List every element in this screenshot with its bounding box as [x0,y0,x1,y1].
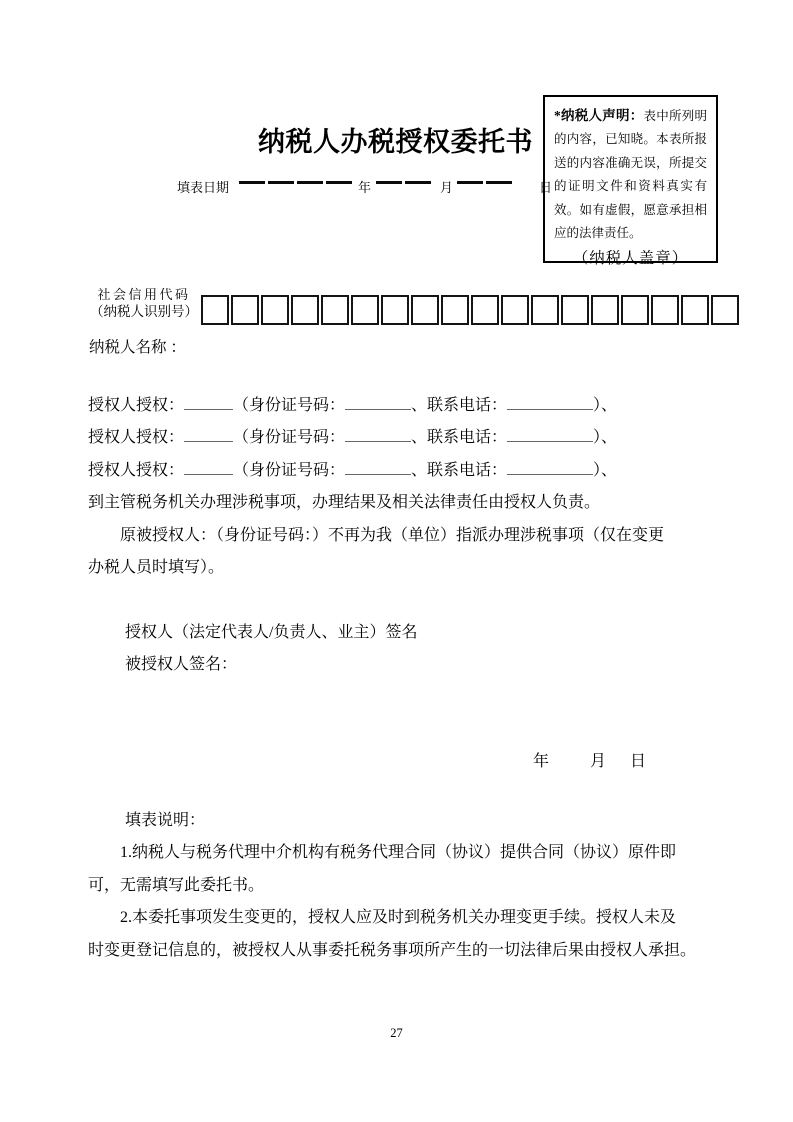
authorization-prefix: 授权人授权： [88,429,185,447]
taxpayer-declaration-box [543,95,718,268]
phone-blank[interactable] [507,460,593,475]
signature-day-label: 日 [630,753,647,770]
id-number-blank[interactable] [345,460,411,475]
blank-dash-icon [326,181,352,184]
code-box[interactable] [591,295,619,325]
code-box[interactable] [231,295,259,325]
blank-dash-icon [239,181,265,184]
phone-blank[interactable] [507,395,593,410]
instruction-item2-line2: 时变更登记信息的，被授权人从事委托税务事项所产生的一切法律后果由授权人承担。 [88,941,697,959]
instructions-block [88,805,752,967]
authorized-person-name-blank[interactable] [184,395,233,410]
authorization-suffix: ）、 [593,397,618,414]
code-box[interactable] [291,295,319,325]
signature-year-label: 年 [533,753,550,770]
code-box[interactable] [321,295,349,325]
code-box[interactable] [471,295,499,325]
authorized-person-name-blank[interactable] [184,427,233,442]
revoke-text-line2: 办税人员时填写）。 [88,559,225,577]
phone-blank[interactable] [507,427,593,442]
authorization-prefix: 授权人授权： [88,461,185,479]
code-box[interactable] [621,295,649,325]
code-box[interactable] [561,295,589,325]
page-number: 27 [390,1026,403,1040]
id-number-label: （身份证号码： [233,397,346,414]
blank-dash-icon [297,181,323,184]
code-box[interactable] [411,295,439,325]
code-box[interactable] [681,295,709,325]
code-box[interactable] [261,295,289,325]
id-number-blank[interactable] [345,395,411,410]
declaration-lead: *纳税人声明： [554,108,644,123]
authorization-line [88,455,752,487]
authorization-suffix: ）、 [593,429,618,447]
authorization-prefix: 授权人授权： [88,397,185,414]
signature-date-line [0,748,793,768]
fill-date-day-blank[interactable] [457,178,512,198]
taxpayer-seal-label: （纳税人盖章） [572,250,689,268]
authorized-person-name-blank[interactable] [184,460,233,475]
taxpayer-name-label: 纳税人名称 ： [89,339,186,356]
phone-label: 、联系电话： [411,429,508,447]
id-number-label: （身份证号码： [233,461,346,479]
blank-dash-icon [268,181,294,184]
fill-date-year-label: 年 [358,180,372,195]
credit-code-label-line1: 社会信用代码 [97,287,191,302]
fill-date-line [177,176,552,198]
fill-date-month-blank[interactable] [376,178,431,198]
declaration-body: 表中所列明的内容，已知晓。本表所报送的内容准确无误，所提交的证明文件和资料真实有效。如有虚假，愿意承担相应的法律责任。 [554,109,707,241]
authorization-scope-text: 到主管税务机关办理涉税事项，办理结果及相关法律责任由授权人负责。 [88,494,601,512]
page-title: 纳税人办税授权委托书 [258,127,533,157]
authorization-suffix: ）、 [593,461,618,479]
code-box[interactable] [531,295,559,325]
blank-dash-icon [405,181,431,184]
code-box[interactable] [351,295,379,325]
credit-code-label [88,286,200,320]
phone-label: 、联系电话： [411,397,508,414]
fill-date-day-label: 日 [539,180,553,195]
phone-label: 、联系电话： [411,461,508,479]
fill-date-label: 填表日期 [177,180,230,195]
credit-code-label-line2: （纳税人识别号） [90,304,198,319]
blank-dash-icon [457,181,483,184]
code-box[interactable] [651,295,679,325]
authorized-signature-label: 被授权人签名： [125,656,238,674]
code-box[interactable] [501,295,529,325]
authorization-block [88,390,752,584]
id-number-label: （身份证号码： [233,429,346,447]
authorizer-signature-label: 授权人（法定代表人/负责人、业主）签名 [125,624,418,641]
id-number-blank[interactable] [345,427,411,442]
instruction-item2-line1: 2.本委托事项发生变更的，授权人应及时到税务机关办理变更手续。授权人未及 [120,909,677,927]
instruction-item1-line1: 1.纳税人与税务代理中介机构有税务代理合同（协议）提供合同（协议）原件即 [120,844,677,862]
code-box[interactable] [441,295,469,325]
credit-code-boxes [201,295,739,325]
blank-dash-icon [376,181,402,184]
declaration-text [554,104,707,245]
authorization-line [88,390,752,422]
code-box[interactable] [201,295,229,325]
signature-month-label: 月 [590,753,607,770]
code-box[interactable] [711,295,739,325]
fill-date-year-blank[interactable] [239,178,352,198]
authorization-line [88,422,752,454]
instruction-item1-line2: 可，无需填写此委托书。 [88,876,265,894]
fill-date-month-label: 月 [440,180,454,195]
instructions-heading: 填表说明： [125,812,206,829]
blank-dash-icon [486,181,512,184]
signature-block [125,617,417,682]
revoke-text-line1: 原被授权人：（身份证号码：）不再为我（单位）指派办理涉税事项（仅在变更 [120,526,665,544]
code-box[interactable] [381,295,409,325]
